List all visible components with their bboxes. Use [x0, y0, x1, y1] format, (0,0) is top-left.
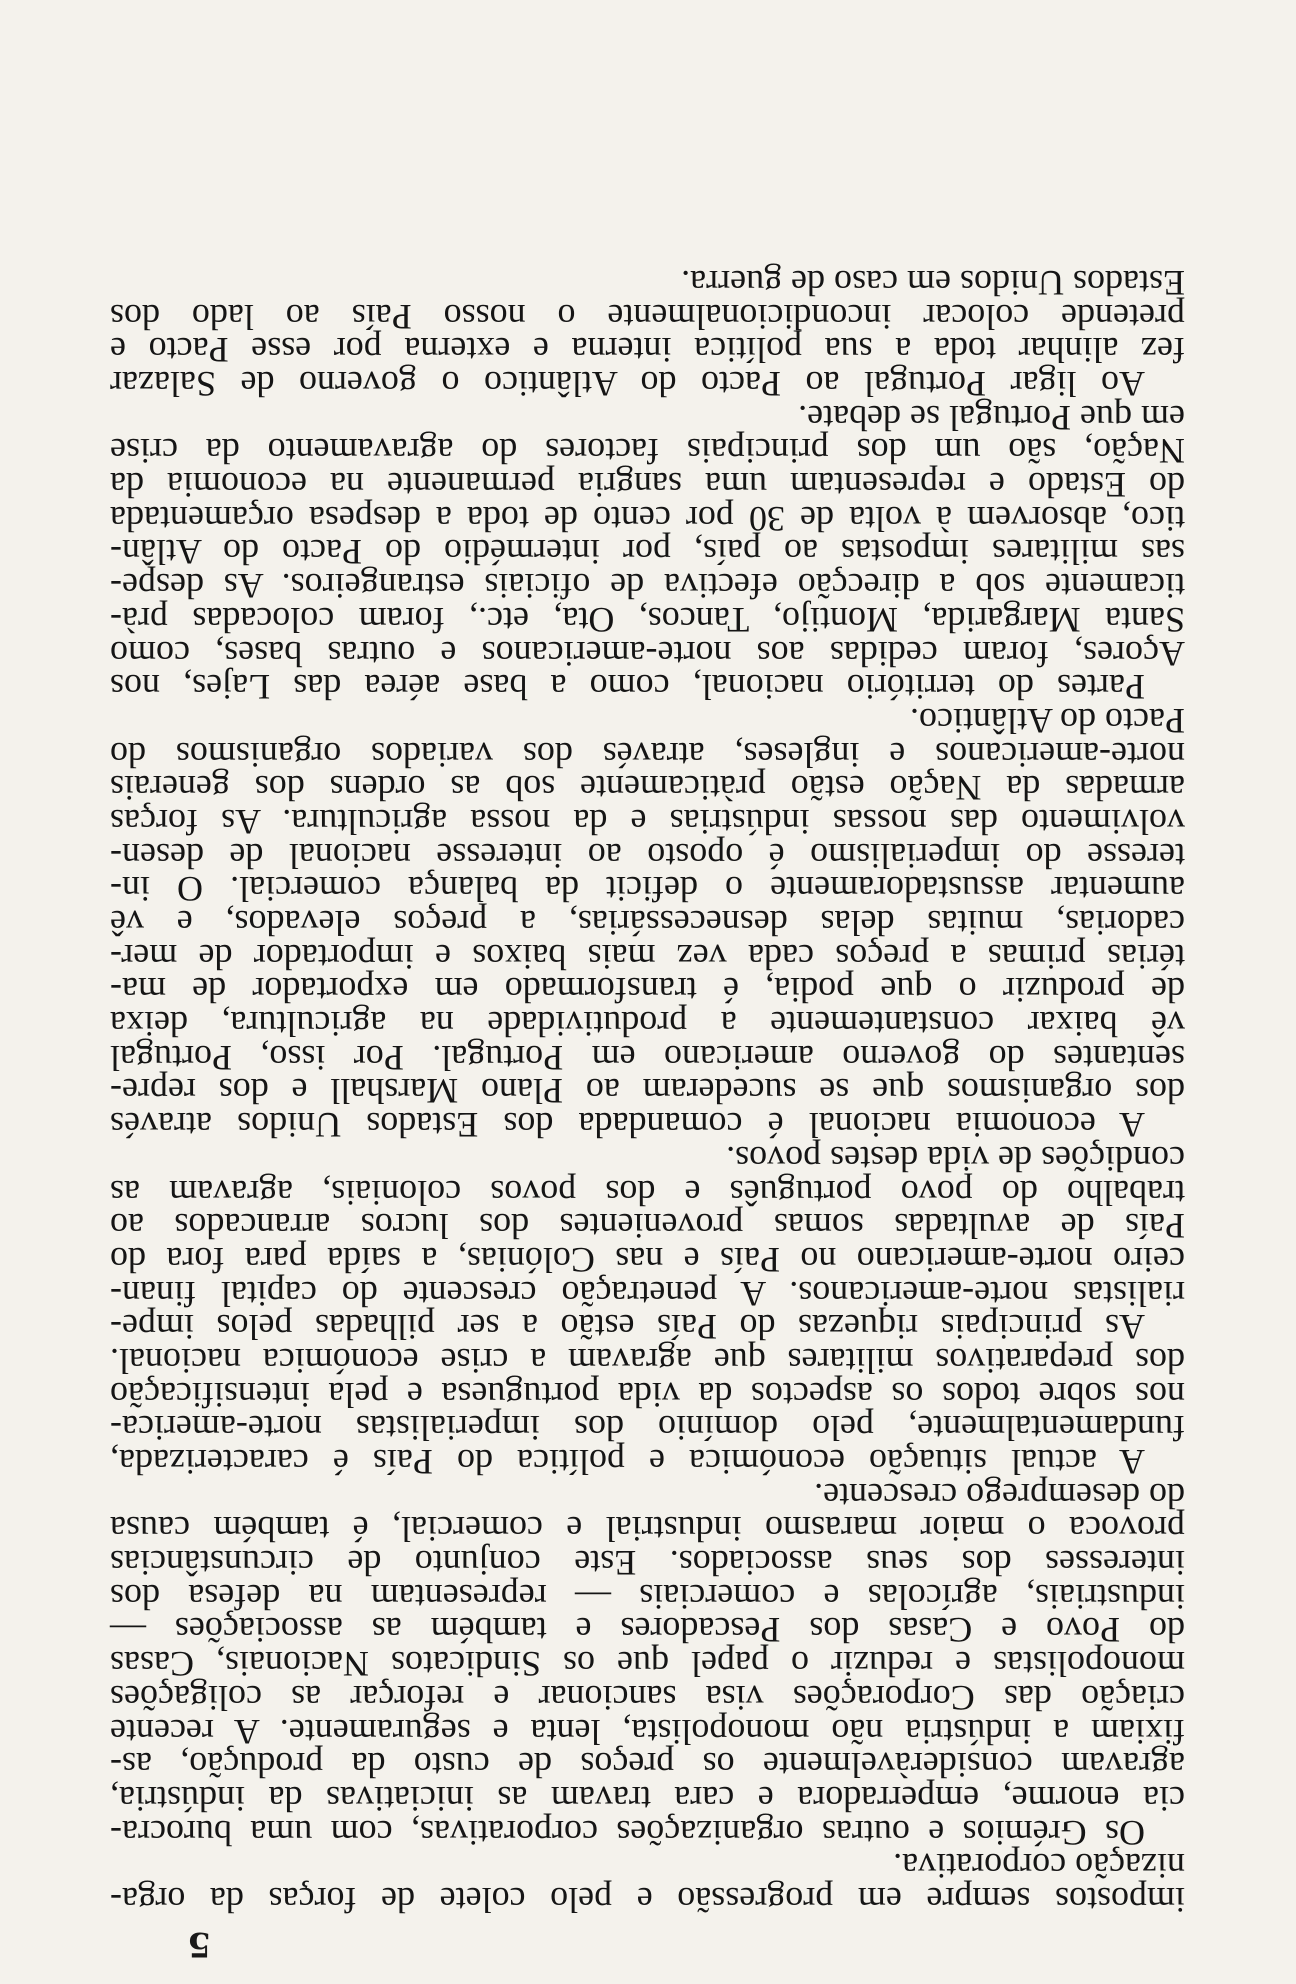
text-line: de produzir o que podia, é transformado em exportador de ma-: [110, 970, 1185, 1011]
text-line: cadorias, muitas delas desnecessárias, a preços elevados, e vê: [110, 903, 1185, 944]
text-line: pretende colocar incondicionalmente o nosso País ao lado dos: [110, 296, 1185, 337]
text-line: monopolistas e reduzir o papel que os Sindicatos Nacionais, Casas: [110, 1644, 1185, 1685]
text-line: Estados Unidos em caso de guerra.: [681, 263, 1185, 303]
text-line: volvimento das nossas indústrias e da nossa agricultura. As forças: [110, 802, 1185, 842]
text-line: dos organismos que se sucederam ao Plano Marshall e dos repre-: [110, 1071, 1185, 1112]
text-line: Açores, foram cedidas aos norte-americanos e outras bases, como: [110, 633, 1185, 674]
text-line: nos sobre todos os aspectos da vida portuguesa e pela intensificação: [110, 1374, 1185, 1415]
text-line: Santa Margarida, Montijo, Tancos, Ota, etc., foram colocadas prà-: [110, 599, 1185, 640]
text-line: cia enorme, emperradora e cara travam as iniciativas da indústria,: [110, 1778, 1185, 1819]
text-line: País de avultadas somas provenientes dos lucros arrancados ao: [110, 1206, 1185, 1247]
text-line: térias primas a preços cada vez mais baixos e importador de mer-: [110, 936, 1185, 977]
text-line: armadas da Nação estão pràticamente sob as ordens dos generais: [110, 768, 1185, 809]
text-line: rialistas norte-americanos. A penetração crescente do capital finan-: [110, 1273, 1185, 1314]
text-line: Partes do território nacional, como a base aérea das Lajes, nos: [110, 667, 1145, 708]
text-line: provoca o maior marasmo industrial e comercial, é também causa: [110, 1509, 1185, 1550]
text-line: sas militares impostas ao país, por intermédio do Pacto do Atlân-: [110, 532, 1185, 573]
body-text: [110, 263, 1185, 1920]
text-line: em que Portugal se debate.: [798, 397, 1185, 438]
text-line: A actual situação económica e política do País é caracterizada,: [110, 1442, 1145, 1483]
text-line: As principais riquezas do País estão a ser pilhadas pelos impe-: [110, 1307, 1145, 1348]
text-line: fez alinhar toda a sua política interna e externa por esse Pacto e: [110, 330, 1185, 371]
text-line: industriais, agrícolas e comerciais — representam na defesa dos: [110, 1576, 1185, 1617]
text-line: vê baixar constantemente a produtividade na agricultura, deixa: [110, 1004, 1185, 1045]
text-line: condições de vida destes povos.: [726, 1138, 1185, 1179]
text-line: norte-americanos e ingleses, através dos variados organismos do: [110, 734, 1185, 775]
text-line: Pacto do Atlântico.: [910, 700, 1185, 741]
text-line: Nação, são um dos principais factores do agravamento da crise: [110, 431, 1185, 472]
text-line: ceiro norte-americano no País e nas Colónias, a saída para fora do: [110, 1239, 1185, 1280]
text-line: trabalho do povo português e dos povos coloniais, agravam as: [110, 1172, 1185, 1213]
text-line: Ao ligar Portugal ao Pacto do Atlântico o governo de Salazar: [110, 364, 1145, 405]
text-line: interesses dos seus associados. Este conjunto de circunstâncias: [110, 1543, 1185, 1584]
text-line: teresse do imperialismo é oposto ao interesse nacional de desen-: [110, 835, 1185, 876]
text-line: impostos sempre em progressão e pelo colete de forças da orga-: [110, 1880, 1185, 1920]
text-line: dos preparativos militares que agravam a crise económica nacional.: [110, 1341, 1185, 1381]
text-line: do Povo e Casas dos Pescadores e também as associações —: [110, 1610, 1185, 1651]
text-line: sentantes do governo americano em Portugal. Por isso, Portugal: [110, 1037, 1185, 1078]
text-line: do desemprego crescente.: [814, 1475, 1185, 1516]
page-number: 5: [187, 1924, 211, 1964]
text-line: fundamentalmente, pelo domínio dos imperialistas norte-america-: [110, 1408, 1185, 1449]
text-line: criação das Corporações visa sancionar e reforçar as coligações: [110, 1677, 1185, 1718]
text-line: tico, absorvem à volta de 30 por cento de toda a despesa orçamentada: [110, 498, 1185, 539]
text-line: ticamente sob a direcção efectiva de oficiais estrangeiros. As despe-: [110, 566, 1185, 607]
text-line: Os Grémios e outras organizações corporativas, com uma burocra-: [110, 1812, 1145, 1853]
text-line: agravam consideràvelmente os preços de custo da produção, as-: [110, 1745, 1185, 1786]
text-line: nização corporativa.: [893, 1846, 1185, 1887]
text-line: A economia nacional é comandada dos Estados Unidos através: [110, 1105, 1145, 1146]
text-line: do Estado e representam uma sangria permanente na economia da: [110, 465, 1185, 506]
text-line: fixiam a indústria não monopolista, lenta e seguramente. A recente: [110, 1711, 1185, 1752]
text-line: aumentar assustadoramente o deficit da balança comercial. O in-: [110, 869, 1185, 910]
